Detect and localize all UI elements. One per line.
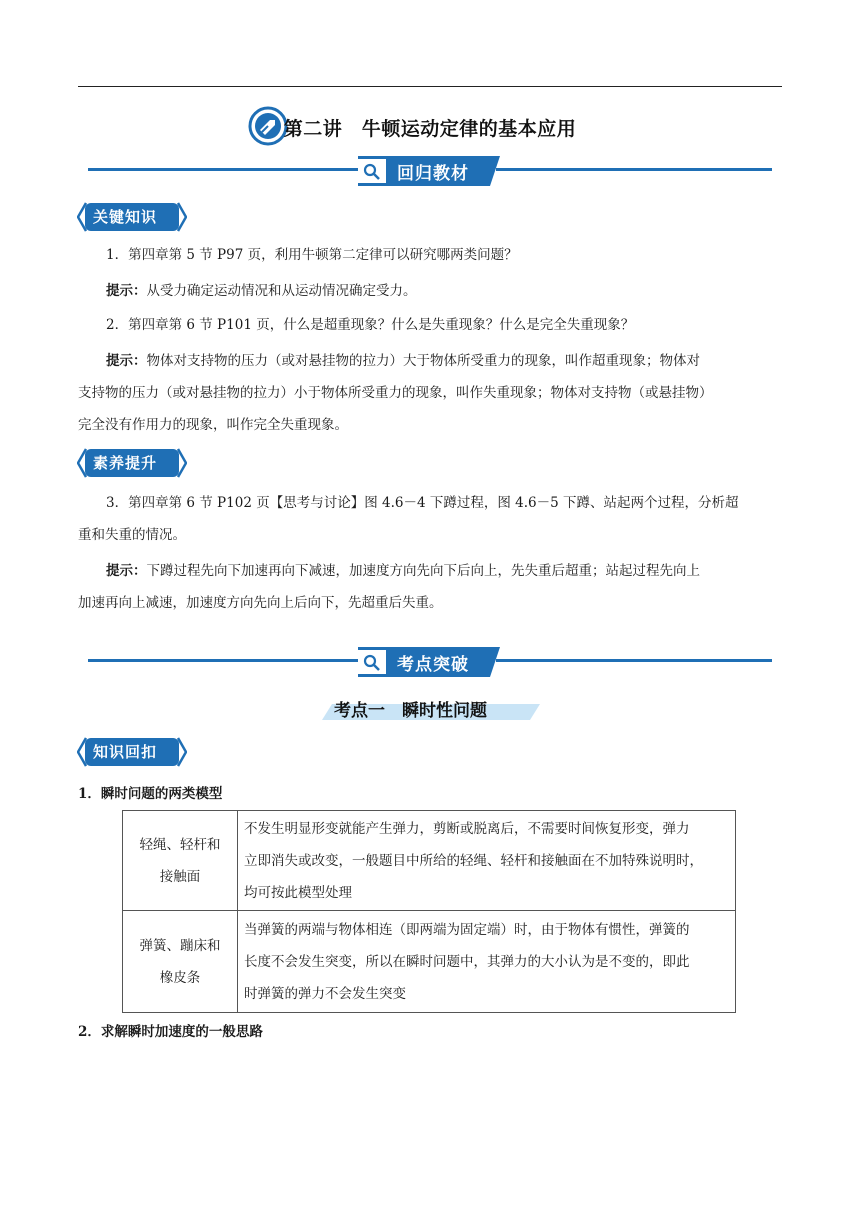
table-value-line: 不发生明显形变就能产生弹力，剪断或脱离后，不需要时间恢复形变，弹力 — [244, 820, 690, 837]
table-value-line: 均可按此模型处理 — [244, 884, 352, 901]
question-3-line-2: 重和失重的情况。 — [78, 527, 186, 543]
model-table — [122, 810, 736, 1013]
table-value-line: 长度不会发生突变，所以在瞬时问题中，其弹力的大小认为是不变的，即此 — [244, 953, 690, 970]
hint-2-line-1: 提示：物体对支持物的压力（或对悬挂物的拉力）大于物体所受重力的现象，叫作超重现象；物体对 — [106, 353, 700, 369]
tag-literacy-label: 素养提升 — [93, 454, 158, 472]
table-value-line: 立即消失或改变，一般题目中所给的轻绳、轻杆和接触面在不加特殊说明时， — [244, 852, 703, 869]
table-key-line: 橡皮条 — [159, 969, 201, 986]
table-row — [123, 911, 736, 1013]
section-title-review: 回归教材 — [397, 164, 469, 184]
question-2: 2．第四章第 6 节 P101 页，什么是超重现象？什么是失重现象？什么是完全失重现象？ — [106, 317, 635, 333]
hint-2-line-3: 完全没有作用力的现象，叫作完全失重现象。 — [78, 417, 348, 433]
question-3-line-1: 3．第四章第 6 节 P102 页【思考与讨论】图 4.6－4 下蹲过程，图 4.6－5 下蹲、站起两个过程，分析超 — [106, 495, 739, 511]
section-title-breakthrough: 考点突破 — [397, 655, 469, 675]
section-rule-right — [496, 168, 772, 171]
table-row — [123, 811, 736, 911]
table-key-line: 轻绳、轻杆和 — [139, 836, 221, 853]
table-key-line: 接触面 — [159, 868, 201, 885]
table-value-line: 时弹簧的弹力不会发生突变 — [244, 985, 406, 1002]
table-key-line: 弹簧、蹦床和 — [139, 937, 221, 954]
hint-2-line-2: 支持物的压力（或对悬挂物的拉力）小于物体所受重力的现象，叫作失重现象；物体对支持物（或悬挂物） — [78, 385, 713, 401]
table-cell-key — [123, 811, 238, 911]
question-1: 1．第四章第 5 节 P97 页，利用牛顿第二定律可以研究哪两类问题？ — [106, 247, 518, 263]
header-rule — [78, 86, 782, 87]
table-cell-value — [238, 911, 736, 1013]
tag-knowledge-back-label: 知识回扣 — [93, 743, 158, 761]
section-rule-left — [88, 168, 358, 171]
table-value-line: 当弹簧的两端与物体相连（即两端为固定端）时，由于物体有惯性，弹簧的 — [244, 921, 690, 938]
tag-key-knowledge-label: 关键知识 — [93, 208, 158, 226]
topic-1-title: 考点一 瞬时性问题 — [334, 701, 487, 721]
item-1-heading: 1．瞬时问题的两类模型 — [78, 786, 223, 802]
lecture-title: 第二讲 牛顿运动定律的基本应用 — [283, 118, 577, 140]
item-2-heading: 2．求解瞬时加速度的一般思路 — [78, 1024, 263, 1040]
hint-3-line-1: 提示：下蹲过程先向下加速再向下减速，加速度方向先向下后向上，先失重后超重；站起过程先向上 — [106, 563, 700, 579]
table-cell-key — [123, 911, 238, 1013]
table-cell-value — [238, 811, 736, 911]
hint-3-line-2: 加速再向上减速，加速度方向先向上后向下，先超重后失重。 — [78, 595, 443, 611]
section-rule-left-2 — [88, 659, 358, 662]
hint-1: 提示：从受力确定运动情况和从运动情况确定受力。 — [106, 283, 417, 299]
section-rule-right-2 — [496, 659, 772, 662]
